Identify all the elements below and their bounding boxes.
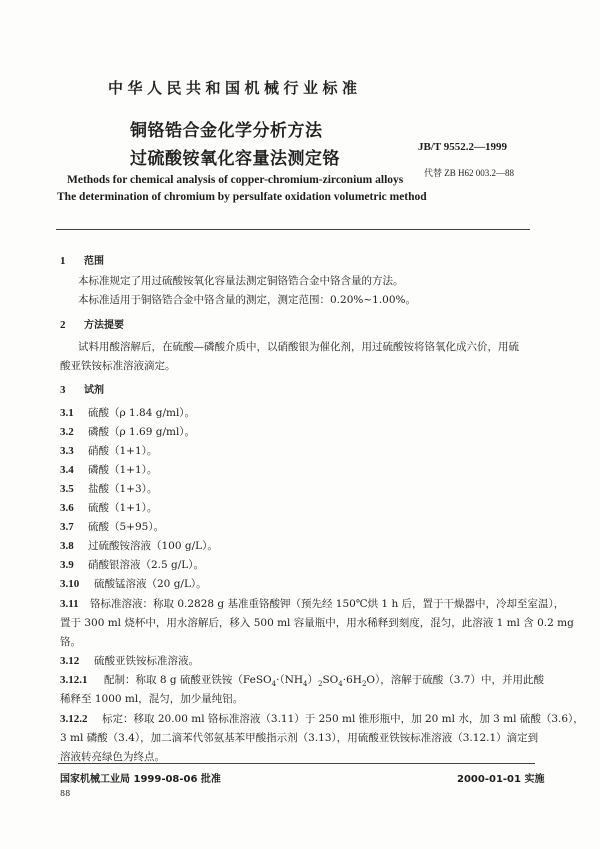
reagent-item-3-11-line2: 置于 300 ml 烧杯中，用水溶解后，移入 500 ml 容量瓶中，用水稀释到刻度，混匀，此溶液 1 ml 含 0.2 mg xyxy=(60,617,574,629)
approval-info: 国家机械工业局 1999-08-06 批准 xyxy=(60,774,221,785)
reagent-item-3-11-line1: 3.11 铬标准溶液：称取 0.2828 g 基准重铬酸钾（预先经 150℃烘 1 h 后，置于干燥器中，冷却至室温）， xyxy=(60,598,565,610)
reagent-item: 3.1 硫酸（ρ 1.84 g/ml）。 xyxy=(60,407,196,419)
reagent-item-3-12-1-line1: 3.12.1 配制：称取 8 g 硫酸亚铁铵$(FeSO_4\cdot(NH_4)_2SO_4\cdot 6H_2O)$，溶解于硫酸（3.7）中，并用此酸 xyxy=(60,674,544,689)
reagent-item-3-12-2-line1: 3.12.2 标定：移取 20.00 ml 铬标准溶液（3.11）于 250 ml 锥形瓶中，加 20 ml 水，加 3 ml 硫酸（3.6）， xyxy=(60,713,584,725)
header-divider xyxy=(56,229,530,230)
section-1-paragraph-1: 本标准规定了用过硫酸铵氧化容量法测定铜铬锆合金中铬含量的方法。 xyxy=(78,275,404,287)
reagent-item: 3.2 磷酸（ρ 1.69 g/ml）。 xyxy=(60,426,196,438)
reagent-item: 3.4 磷酸（1+1）。 xyxy=(60,464,158,476)
issuing-organization: 中华人民共和国机械行业标准 xyxy=(108,79,362,97)
section-3-heading: 3 试剂 xyxy=(60,384,104,396)
standard-number: JB/T 9552.2—1999 xyxy=(418,141,508,153)
title-cn-line1: 铜铬锆合金化学分析方法 xyxy=(130,121,323,141)
replaces-standard: 代替 ZB H62 003.2—88 xyxy=(424,168,515,178)
reagent-item: 3.8 过硫酸铵溶液（100 g/L）。 xyxy=(60,540,218,552)
section-2-paragraph-line2: 酸亚铁铵标准溶液滴定。 xyxy=(60,360,176,372)
section-2-heading: 2 方法提要 xyxy=(60,319,124,331)
reagent-item: 3.7 硫酸（5+95）。 xyxy=(60,521,165,533)
reagent-item: 3.5 盐酸（1+3）。 xyxy=(60,483,158,495)
title-en-line2: The determination of chromium by persulfate oxidation volumetric method xyxy=(57,191,427,203)
title-cn-line2: 过硫酸铵氧化容量法测定铬 xyxy=(130,149,340,169)
reagent-item-3-12-2-line2: 3 ml 磷酸（3.4），加二滴苯代邻氨基苯甲酸指示剂（3.13），用硫酸亚铁铵标准溶液（3.12.1）滴定到 xyxy=(60,732,539,744)
title-en-line1: Methods for chemical analysis of copper-chromium-zirconium alloys xyxy=(67,174,404,186)
reagent-item-3-11-line3: 铬。 xyxy=(60,636,81,648)
reagent-item: 3.9 硝酸银溶液（2.5 g/L）。 xyxy=(60,559,205,571)
footer-divider xyxy=(58,763,535,764)
reagent-item-3-12-1-line2: 稀释至 1000 ml，混匀，加少量纯铝。 xyxy=(60,693,244,705)
effective-date: 2000-01-01 实施 xyxy=(457,774,545,785)
reagent-item: 3.6 硫酸（1+1）。 xyxy=(60,502,158,514)
section-2-paragraph-line1: 试料用酸溶解后，在硫酸—磷酸介质中，以硝酸银为催化剂，用过硫酸铵将铬氧化成六价，用硫 xyxy=(78,341,519,353)
page-number: 88 xyxy=(60,789,71,798)
section-1-heading: 1 范围 xyxy=(60,255,104,267)
reagent-item-3-12: 3.12 硫酸亚铁铵标准溶液。 xyxy=(60,655,199,667)
reagent-item: 3.10 硫酸锰溶液（20 g/L）。 xyxy=(60,578,207,590)
section-1-paragraph-2: 本标准适用于铜铬锆合金中铬含量的测定，测定范围：0.20%~1.00%。 xyxy=(78,294,417,306)
reagent-item: 3.3 硝酸（1+1）。 xyxy=(60,445,158,457)
reagent-item-3-12-2-line3: 溶液转亮绿色为终点。 xyxy=(60,751,165,763)
